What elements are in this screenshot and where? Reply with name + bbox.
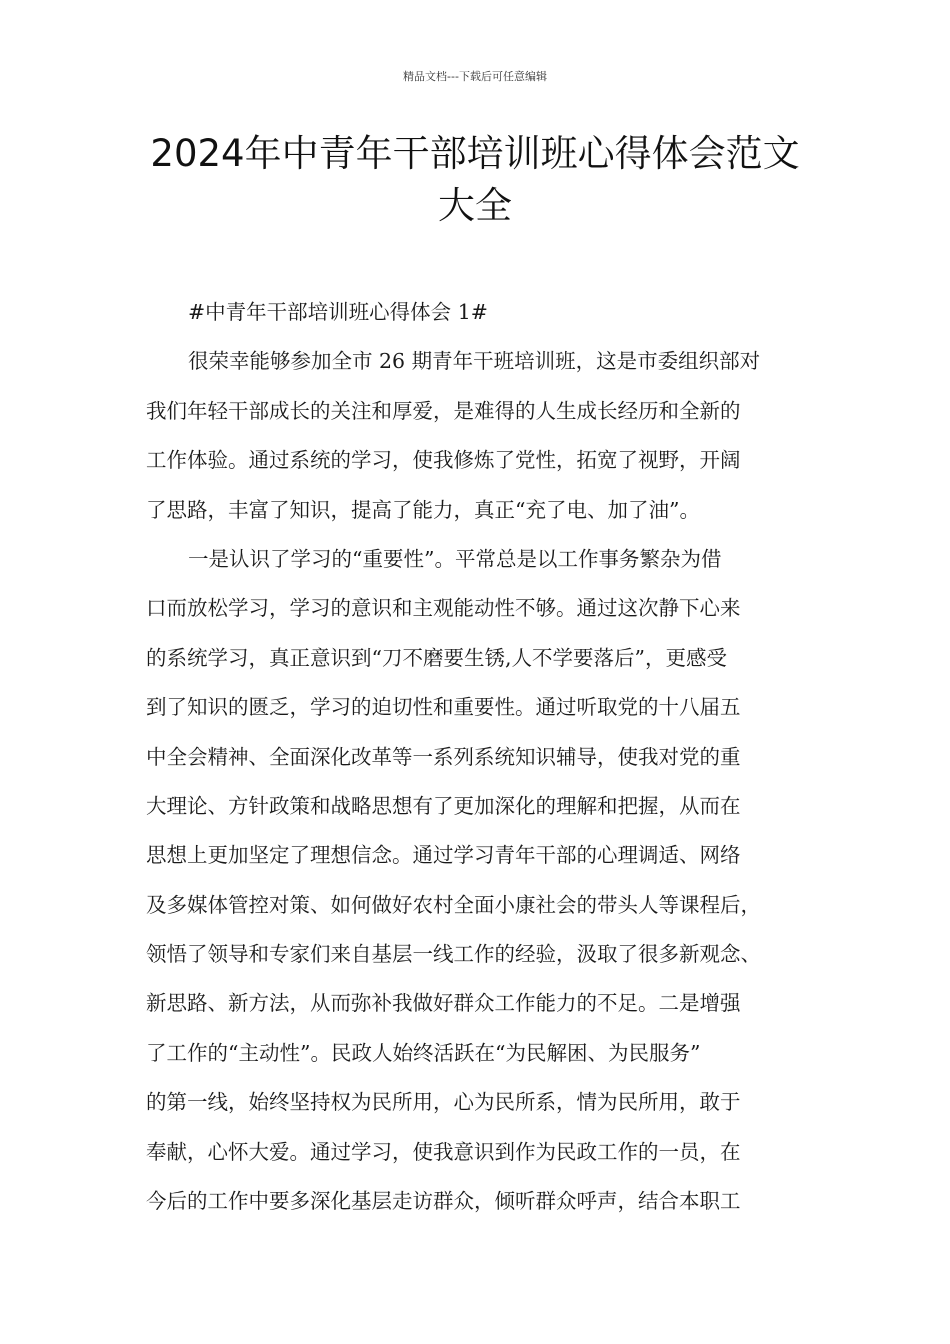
- document-body: [146, 288, 826, 1226]
- paragraph-line: 了思路，丰富了知识，提高了能力，真正“充了电、加了油”。: [146, 497, 700, 522]
- paragraph-1: [146, 337, 826, 535]
- paragraph-line: 大理论、方针政策和战略思想有了更加深化的理解和把握，从而在: [146, 793, 741, 818]
- document-title: [0, 128, 950, 232]
- paragraph-line: 我们年轻干部成长的关注和厚爱，是难得的人生成长经历和全新的: [146, 398, 741, 423]
- paragraph-line: 的系统学习，真正意识到“刀不磨要生锈,人不学要落后”，更感受: [146, 645, 727, 670]
- title-line-2: 大全: [438, 184, 512, 227]
- paragraph-line: 口而放松学习，学习的意识和主观能动性不够。通过这次静下心来: [146, 596, 741, 621]
- title-line-1: 2024年中青年干部培训班心得体会范文: [150, 132, 800, 175]
- paragraph-line: 了工作的“主动性”。民政人始终活跃在“为民解困、为民服务”: [146, 1040, 701, 1065]
- paragraph-line: 今后的工作中要多深化基层走访群众，倾听群众呼声，结合本职工: [146, 1189, 741, 1214]
- paragraph-line: 工作体验。通过系统的学习，使我修炼了党性，拓宽了视野，开阔: [146, 448, 741, 473]
- paragraph-line: 到了知识的匮乏，学习的迫切性和重要性。通过听取党的十八届五: [146, 695, 741, 720]
- paragraph-line: 新思路、新方法，从而弥补我做好群众工作能力的不足。二是增强: [146, 991, 741, 1016]
- paragraph-line: 奉献，心怀大爱。通过学习，使我意识到作为民政工作的一员，在: [146, 1139, 741, 1164]
- paragraph-line: 一是认识了学习的“重要性”。平常总是以工作事务繁杂为借: [188, 546, 722, 571]
- paragraph-line: 很荣幸能够参加全市 26 期青年干班培训班，这是市委组织部对: [188, 349, 761, 374]
- paragraph-line: 的第一线，始终坚持权为民所用，心为民所系，情为民所用，敢于: [146, 1090, 741, 1115]
- section-heading: #中青年干部培训班心得体会 1#: [188, 300, 488, 324]
- header-note: 精品文档---下载后可任意编辑: [403, 70, 547, 83]
- paragraph-line: 思想上更加坚定了理想信念。通过学习青年干部的心理调适、网络: [146, 843, 741, 868]
- paragraph-line: 领悟了领导和专家们来自基层一线工作的经验，汲取了很多新观念、: [146, 942, 761, 967]
- paragraph-2: [146, 535, 826, 1226]
- paragraph-line: 及多媒体管控对策、如何做好农村全面小康社会的带头人等课程后，: [146, 892, 761, 917]
- paragraph-line: 中全会精神、全面深化改革等一系列系统知识辅导，使我对党的重: [146, 744, 741, 769]
